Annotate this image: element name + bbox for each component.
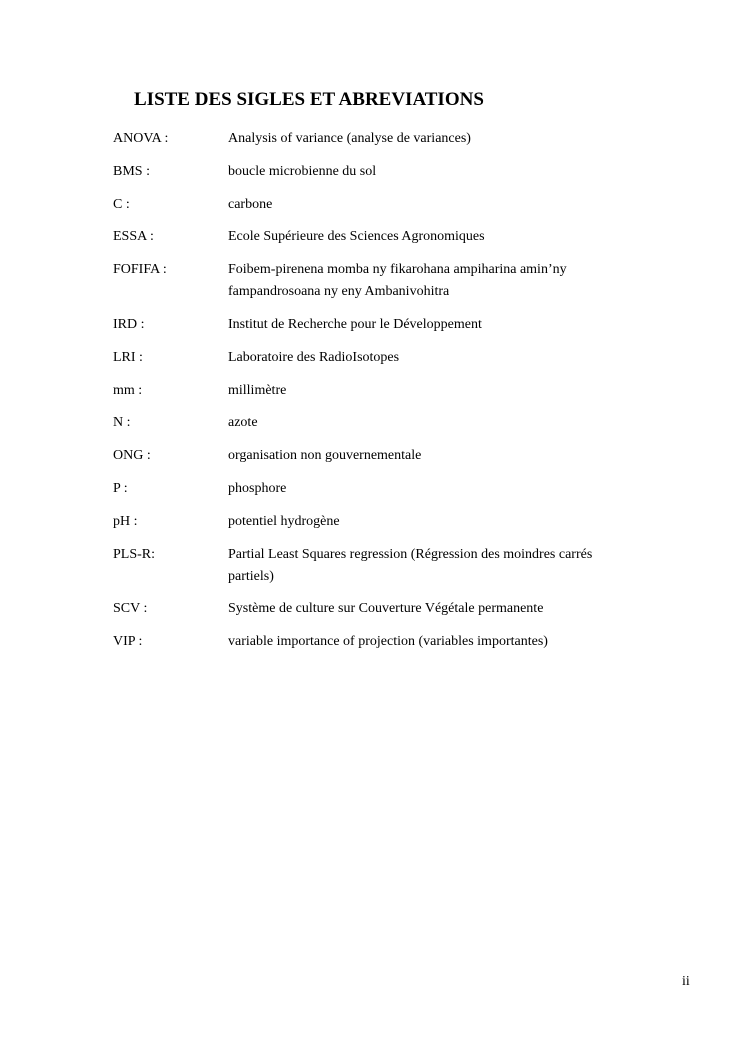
abbreviation-term: C : [113,196,130,212]
abbreviation-term: mm : [113,382,143,398]
abbreviation-term: pH : [113,513,138,529]
page-title: LISTE DES SIGLES ET ABREVIATIONS [134,89,484,110]
abbreviation-term: ONG : [113,448,151,464]
abbreviation-term: ANOVA : [113,131,169,146]
abbreviation-row [113,194,633,216]
abbreviation-list [113,128,633,664]
abbreviation-definition: Foibem-pirenena momba ny fikarohana ampiharina amin’ny fampandrosoana ny eny Ambanivohitra [228,262,567,300]
abbreviation-row [113,128,633,150]
abbreviation-term: VIP : [113,634,143,650]
abbreviation-definition: phosphore [228,480,287,496]
abbreviation-row [113,445,633,467]
abbreviation-definition: boucle microbienne du sol [228,163,377,179]
abbreviation-row [113,412,633,434]
abbreviation-row [113,314,633,336]
abbreviation-definition: Ecole Supérieure des Sciences Agronomiques [228,229,485,245]
abbreviation-definition: azote [228,415,258,431]
abbreviation-term: SCV : [113,601,148,617]
abbreviation-row [113,511,633,533]
abbreviation-definition: Analysis of variance (analyse de variances) [228,131,471,146]
abbreviation-definition: millimètre [228,382,287,398]
abbreviation-term: LRI : [113,349,143,365]
abbreviation-definition: Institut de Recherche pour le Développement [228,316,482,332]
abbreviation-term: IRD : [113,316,145,332]
abbreviation-definition: potentiel hydrogène [228,513,340,529]
abbreviation-term: PLS-R: [113,546,156,562]
abbreviation-term: BMS : [113,163,150,179]
abbreviation-term: ESSA : [113,229,154,245]
page-number: ii [682,974,690,989]
abbreviation-row [113,259,633,303]
abbreviation-term: FOFIFA : [113,262,167,278]
abbreviation-definition: Partial Least Squares regression (Régression des moindres carrés partiels) [228,546,593,584]
abbreviation-term: P : [113,480,128,496]
abbreviation-term: N : [113,415,131,431]
abbreviation-definition: carbone [228,196,273,212]
abbreviation-definition: Système de culture sur Couverture Végétale permanente [228,601,544,617]
abbreviation-row [113,631,633,653]
abbreviation-row [113,161,633,183]
abbreviation-row [113,226,633,248]
abbreviation-definition: Laboratoire des RadioIsotopes [228,349,400,365]
abbreviation-row [113,380,633,402]
abbreviation-row [113,544,633,588]
abbreviation-row [113,347,633,369]
abbreviation-row [113,598,633,620]
abbreviation-definition: organisation non gouvernementale [228,448,422,464]
abbreviation-definition: variable importance of projection (variables importantes) [228,634,548,650]
abbreviation-row [113,478,633,500]
